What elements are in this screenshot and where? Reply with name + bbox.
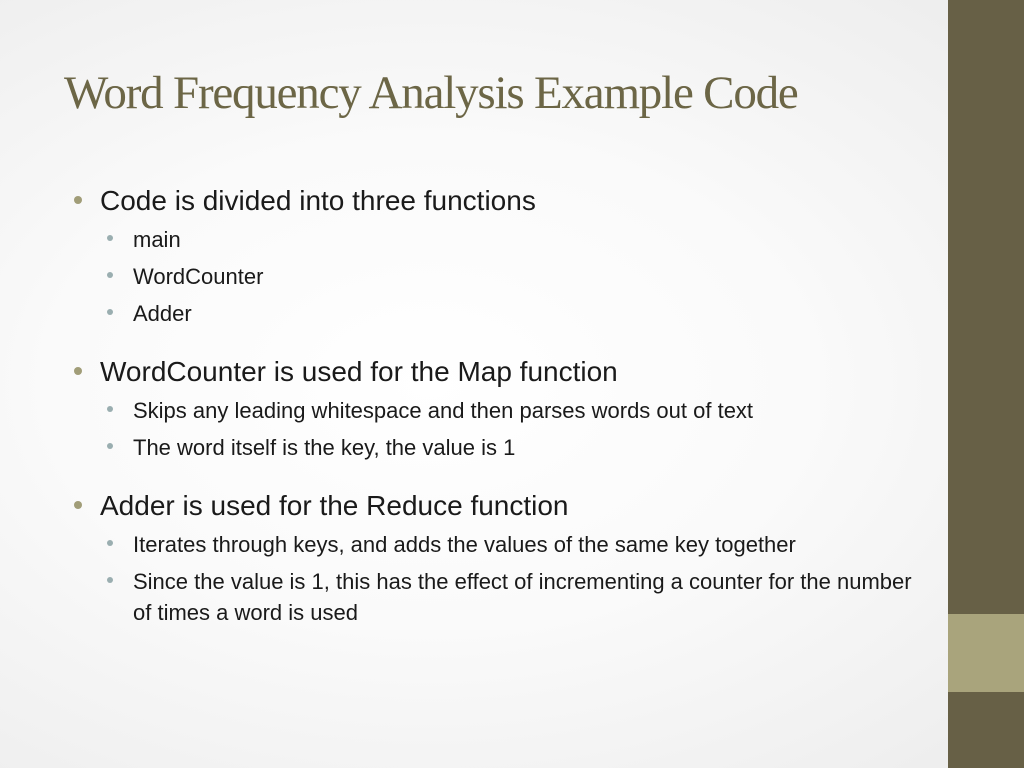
sub-bullet-item	[107, 432, 934, 463]
sub-bullet-list	[74, 395, 934, 463]
bullet-dot-icon	[74, 501, 82, 509]
bullet-group	[74, 353, 934, 463]
sub-bullet-text: main	[133, 227, 181, 252]
slide-title: Word Frequency Analysis Example Code	[64, 67, 798, 119]
bullet-item	[74, 487, 934, 525]
bullet-text: Code is divided into three functions	[100, 185, 536, 216]
sub-bullet-dot-icon	[107, 577, 113, 583]
sub-bullet-text: Skips any leading whitespace and then parses words out of text	[133, 398, 754, 423]
bullet-dot-icon	[74, 367, 82, 375]
sub-bullet-text: Since the value is 1, this has the effect of incrementing a counter for the number of times a word is used	[133, 569, 912, 625]
sub-bullet-item	[107, 566, 933, 628]
sub-bullet-dot-icon	[107, 272, 113, 278]
sub-bullet-dot-icon	[107, 540, 113, 546]
sub-bullet-text: Iterates through keys, and adds the values of the same key together	[133, 532, 796, 557]
theme-sidebar	[948, 0, 1024, 768]
slide-content	[74, 182, 934, 652]
sub-bullet-item	[107, 529, 934, 560]
sub-bullet-item	[107, 224, 934, 255]
sub-bullet-text: Adder	[133, 301, 192, 326]
sub-bullet-dot-icon	[107, 443, 113, 449]
bullet-item	[74, 353, 934, 391]
sub-bullet-dot-icon	[107, 309, 113, 315]
sub-bullet-item	[107, 395, 934, 426]
bullet-item	[74, 182, 934, 220]
sub-bullet-text: WordCounter	[133, 264, 264, 289]
sub-bullet-dot-icon	[107, 235, 113, 241]
bullet-group	[74, 487, 934, 628]
theme-sidebar-accent	[948, 614, 1024, 692]
bullet-dot-icon	[74, 196, 82, 204]
sub-bullet-item	[107, 261, 934, 292]
bullet-text: Adder is used for the Reduce function	[100, 490, 569, 521]
bullet-text: WordCounter is used for the Map function	[100, 356, 618, 387]
sub-bullet-list	[74, 529, 934, 628]
bullet-group	[74, 182, 934, 329]
sub-bullet-text: The word itself is the key, the value is 1	[133, 435, 516, 460]
sub-bullet-list	[74, 224, 934, 329]
sub-bullet-item	[107, 298, 934, 329]
sub-bullet-dot-icon	[107, 406, 113, 412]
